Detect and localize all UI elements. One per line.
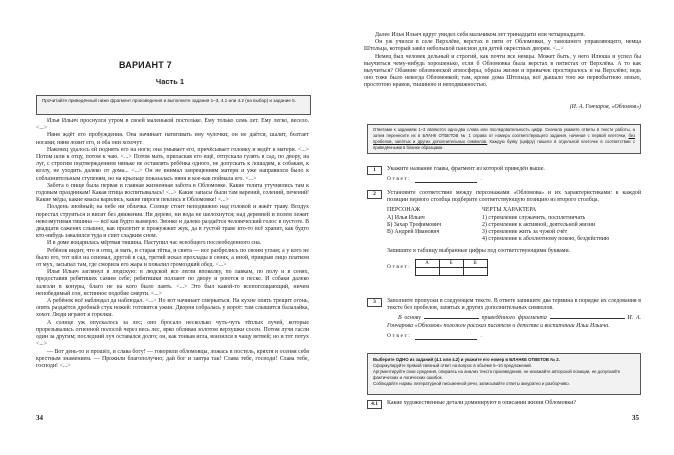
instruction-text: Прочитайте приведённый ниже фрагмент произведения и выполните задания 1–3, 4.1 или 4.2 (на выбор) и задание 5. xyxy=(42,98,296,103)
task-number-badge: 3 xyxy=(367,298,382,307)
fill-blank-1[interactable] xyxy=(424,314,479,319)
character-item: Б) Захар Трофимович xyxy=(387,221,442,228)
fill-in-text xyxy=(387,314,641,329)
answer-instructions-underlined: без пробелов, запятых и других дополнительных символов. xyxy=(373,133,635,144)
instruction-box xyxy=(36,95,311,115)
choice-line: Выберите ОДНО из заданий (4.1 или 4.2) и укажите его номер в БЛАНКЕ ОТВЕТОВ № 2. xyxy=(373,357,560,362)
characters-column xyxy=(387,207,482,243)
paragraph: Забота о пище была первая и главная жизненная забота в Обломовке. Какие телята утучнялись там к годовым праздникам! Какая птица воспитывалась! <...> Какие запасы были там варений, солений, печений! Какие мёды, какие квасы варились, какие пироги пеклись в Обломовке! <...> xyxy=(36,182,309,204)
choice-instructions-box xyxy=(367,353,641,395)
choice-line: Соблюдайте нормы литературной письменной речи, записывайте ответы аккуратно и разборчиво. xyxy=(373,380,570,386)
task-3-question: Заполните пропуски в следующем тексте. В ответе запишите два термина в порядке их следования в тексте без пробелов, запятых и других дополнительных символов. xyxy=(387,298,641,312)
task-3-answer-line: Ответ: . xyxy=(387,332,484,339)
task-3 xyxy=(367,298,641,340)
right-page xyxy=(337,0,674,455)
task-1-question: Укажите название главы, фрагмент из которой приведён выше. xyxy=(387,166,545,172)
task-4-1-question: Какие художественные детали доминируют в описании жизни Обломовки? xyxy=(387,400,577,406)
table-instruction: Запишите в таблицу выбранные цифры под соответствующими буквами. xyxy=(387,248,571,255)
choice-line: Сформулируйте прямой связный ответ на вопрос в объёме 5–10 предложений. xyxy=(373,362,532,368)
task-1-answer-field[interactable] xyxy=(415,177,477,183)
page-number-right: 35 xyxy=(632,414,639,422)
answer-label: Ответ: xyxy=(387,176,412,183)
paragraph: Наконец удалось ей поднять его на ноги; она умывает его, причёсывает головку и ведёт к матери. <...> Потом шли к отцу, потом к чаю. <...> Потом мать, приласкав его ещё, отпускала гулять в сад, по двору, на луг, с строгим подтверждением няньке не оставлять ребёнка одного, не допускать к лошадям, к собакам, к козлу, не уходить далеко от дома... <...> Он не внимал запрещениям матери и уже направился было к соблазнительным ступеням, но на крыльце показалась няня и кое-как поймала его. <...> xyxy=(36,146,309,182)
paragraph: Ребёнок видит, что и отец, и мать, и старая тётка, и свита — все разбрелись по своим углам; а у кого не было его, тот шёл на сеновал, другой в сад, третий искал прохлады в сенях, а иной, прикрыв лицо платком от мух, засыпал там, где сморила его жара и повалил громоздкий обед. <...> xyxy=(36,247,309,269)
column-header: ЧЕРТЫ ХАРАКТЕРА xyxy=(482,207,537,214)
task-2-answer-line xyxy=(387,259,641,276)
task-1-answer-line: Ответ: . xyxy=(387,176,484,183)
trait-item: 1) стремление служачить, посплетничать xyxy=(482,214,586,221)
trait-item: 4) стремление к абсолютному покою, бездействию xyxy=(482,236,610,243)
paragraph: — Вот день-то и прошёл, и слава богу! — говорили обломовцы, ложась в постель, кряхтя и осеняя себя крестным знамением. — Прожили благополучно; дай бог и завтра так! Слава тебе, господи! Слава тебе, господи! <...> xyxy=(36,348,309,369)
answer-label: Ответ: xyxy=(387,332,412,339)
task-2-question: Установите соответствие между персонажами «Обломова» и их характеристиками: к каждой позиции первого столбца подберите соответствующую позицию из второго столбца. xyxy=(387,190,641,204)
fill-blank-2[interactable] xyxy=(550,314,625,319)
trait-item: 3) стремление жить за чужой счёт xyxy=(482,229,568,236)
excerpt-text-right xyxy=(364,32,641,90)
answer-instructions-box xyxy=(367,124,641,154)
table-header-v: В xyxy=(464,259,488,267)
table-header-a: А xyxy=(416,259,440,267)
fill-text-part: И. А. Гончарова «Обломов» положен рассказ писателя о детстве и воспитании Ильи Ильича. xyxy=(387,315,641,329)
paragraph: Немец был человек дельный и строгий, как почти все немцы. Может быть, у него Илюша и успел бы выучиться чему-нибудь хорошенько, если б Обломовка была верстах в пятистах от Верхлёва. А то как выучиться? Обаяние обломовской атмосферы, образа жизни и привычек простиралось и на Верхлёво; ведь оно тоже было некогда Обломовкой; там, кроме дома Штольца, всё дышало тою же первобытною ленью, простотою нравов, тишиною и неподвижностью. xyxy=(364,53,641,89)
character-item: А) Илья Ильич xyxy=(387,214,425,221)
answer-instructions-text-end: Каждую букву (цифру) пишите в отдельной клеточке в соответствии с приведёнными в бланке образцами. xyxy=(373,139,636,150)
task-1 xyxy=(367,166,641,183)
table-header-b: Б xyxy=(440,259,464,267)
paragraph: А солнце уж опускалось за лес; оно бросало несколько чуть-чуть тёплых лучей, которые прорезывались огненной полосой через весь лес, ярко обливая золотом верхушки сосен. Потом лучи гасли один за другим; последний луч оставался долго; он, как тонкая игла, вонзился в чащу ветвей; но и тот потух <...> xyxy=(36,319,309,348)
variant-title: ВАРИАНТ 7 xyxy=(119,60,172,70)
fill-text-part: приведённого фрагмента xyxy=(481,315,547,322)
excerpt-text-left xyxy=(36,118,309,370)
answer-cell-v[interactable] xyxy=(464,267,488,275)
fill-text-part: В основу xyxy=(398,315,421,322)
paragraph: Илья Ильич проснулся утром в своей маленькой постельке. Ему только семь лет. Ему легко, весело. <...> xyxy=(36,118,309,132)
task-3-answer-field[interactable] xyxy=(415,334,477,340)
traits-column xyxy=(482,207,641,243)
matching-columns xyxy=(387,207,641,243)
paragraph: А ребёнок всё наблюдал да наблюдал. <...> Но вот начинает смеркаться. На кухне опять трещит огонь, опять раздаётся дробный стук ножей: готовится ужин. Дворня собралась у ворот: там слышится балалайка, хохот. Люди играют в горелки. xyxy=(36,298,309,319)
task-number-badge: 2 xyxy=(367,190,382,199)
paragraph: Он уж учился в селе Верхлёве, верстах в пяти от Обломовки, у тамошнего управляющего, немца Штольца, который завёл небольшой пансион для детей окрестных дворян. <...> xyxy=(364,39,641,53)
answer-instructions-text: Ответами к заданиям 1–3 являются одно-два слова или последовательность цифр. Сначала укажите ответы в тексте работы, а затем перенесите их в БЛАНК ОТВЕТОВ № 1 справа от номера соответствующего задания, начиная с первой клеточки, xyxy=(373,127,635,138)
task-4-1 xyxy=(367,400,641,407)
part-title: Часть 1 xyxy=(155,77,185,86)
paragraph: И в доме воцарилась мёртвая тишина. Наступил час всеобщего послеобеденного сна. xyxy=(47,240,262,247)
answer-cell-b[interactable] xyxy=(440,267,464,275)
task-2 xyxy=(367,190,641,276)
page-number-left: 34 xyxy=(36,414,43,422)
paragraph: Няня ждёт его пробуждения. Она начинает натягивать ему чулочки; он не даётся, шалит, болтает ногами; няня ловит его, и оба они хохочут. xyxy=(36,132,309,146)
choice-line: Аргументируйте свои суждения, опираясь на анализ текста произведения, не искажайте авторской позиции, не допускайте фактических и логических ошибок. xyxy=(373,368,621,380)
paragraph: Полдень знойный; на небе ни облачка. Солнце стоит неподвижно над головой и жжёт траву. Воздух перестал струиться и висит без движения. Ни дерево, ни вода не шелохнутся; над деревней и полем лежит невозмутимая тишина — всё как будто вымерло. Звонко и далеко раздаётся человеческий голос в пустоте. В двадцати саженях слышно, как пролетит и прожужжит жук, да в густой траве кто-то всё храпит, как будто кто-нибудь завалился туда и спит сладким сном. xyxy=(36,204,309,240)
column-header: ПЕРСОНАЖ xyxy=(387,207,421,214)
task-number-badge: 4.1 xyxy=(367,400,382,409)
task-number-badge: 1 xyxy=(367,166,382,175)
answer-label: Ответ: xyxy=(387,263,412,270)
answer-table xyxy=(415,259,488,276)
character-item: В) Андрей Иванович xyxy=(387,229,440,236)
answer-cell-a[interactable] xyxy=(416,267,440,275)
trait-item: 2) стремление к активной, деятельной жизни xyxy=(482,221,596,228)
paragraph: Далее Илья Ильич вдруг увидел себя мальчиком лет тринадцати или четырнадцати. xyxy=(375,32,585,38)
source-attribution: (И. А. Гончаров, «Обломов») xyxy=(569,104,641,110)
paragraph: Илья Ильич заглянул в людскую: в людской все легли вповалку, по лавкам, по полу и в сенях, предоставив ребятишек самим себе; ребятишки ползают по двору и роются в песке. И собаки далеко залезли в конуры, благо не на кого было лаять. <...> Это был какой-то всепоглощающий, ничем непобедимый сон, истинное подобие смерти. <...> xyxy=(36,269,309,297)
